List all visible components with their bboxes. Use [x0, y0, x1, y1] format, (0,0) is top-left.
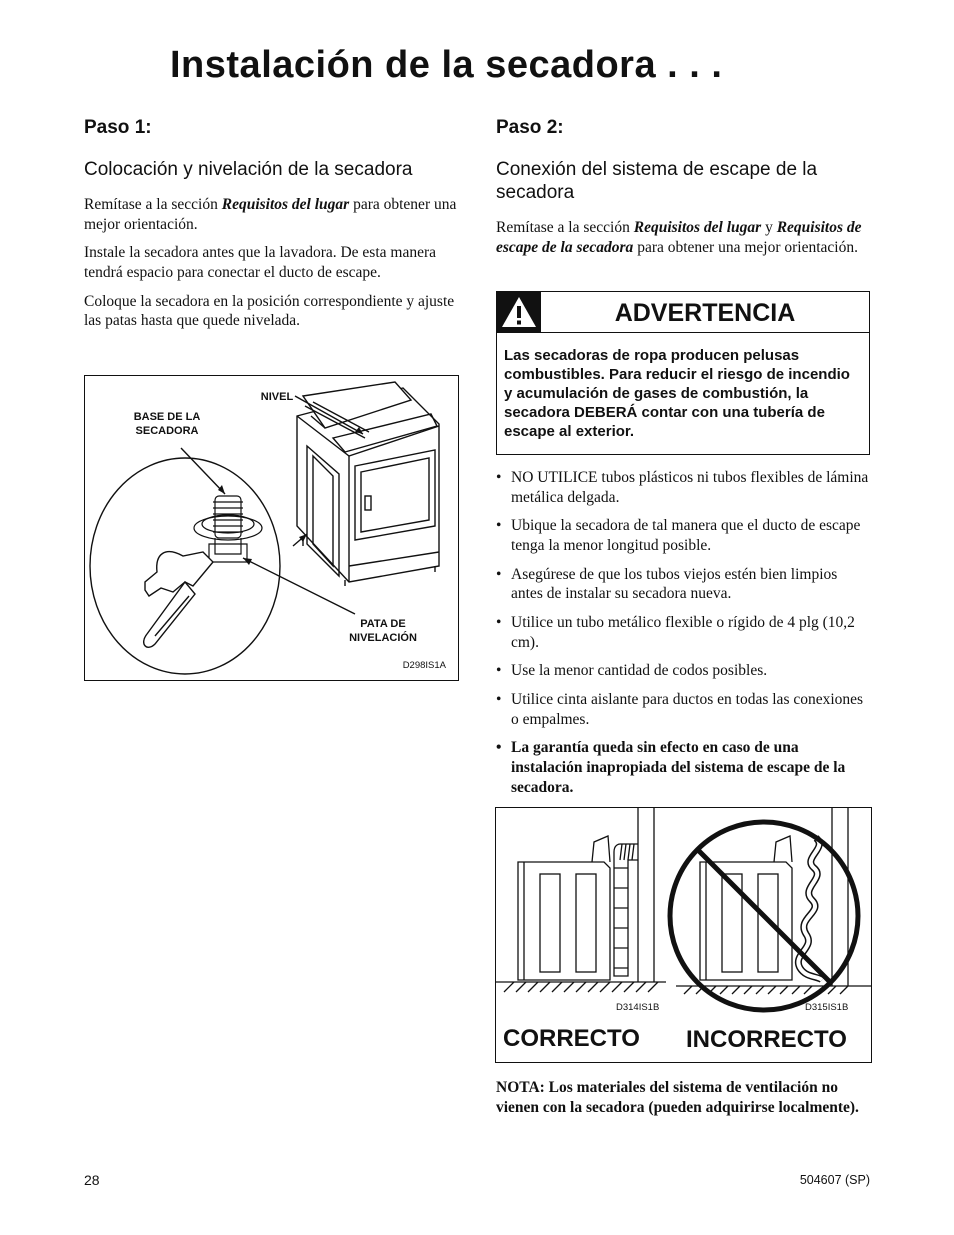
warranty-list-item: • La garantía queda sin efecto en caso de una instalación inapropiada del sistema de escape de la secadora. [496, 738, 872, 797]
right-column [496, 118, 871, 258]
warning-triangle-icon [497, 292, 541, 332]
incorrect-label: INCORRECTO [686, 1026, 847, 1053]
step-1-subheading: Colocación y nivelación de la secadora [84, 158, 413, 180]
leveling-figure [84, 375, 459, 681]
incorrect-figure-code: D315IS1B [805, 1002, 849, 1013]
figure-1-code: D298IS1A [402, 660, 446, 671]
materials-note: NOTA: Los materiales del sistema de ventilación no vienen con la secadora (pueden adquirirse localmente). [496, 1079, 859, 1116]
list-item: • NO UTILICE tubos plásticos ni tubos flexibles de lámina metálica delgada. [496, 468, 872, 507]
list-item: • Ubique la secadora de tal manera que el ducto de escape tenga la menor longitud posible. [496, 516, 872, 555]
warning-text: Las secadoras de ropa producen pelusas combustibles. Para reducir el riesgo de incendio y acumulación de gases de combustión, la secadora DEBERÁ contar con una tubería de escape al exterior. [504, 347, 850, 441]
step-1-reference-paragraph: Remítase a la sección Requisitos del lugar para obtener una mejor orientación. [84, 196, 457, 233]
leg-label: PATA DE NIVELACIÓN [349, 618, 417, 645]
base-label: BASE DE LA SECADORA [133, 411, 201, 438]
requisitos-del-lugar-emphasis: Requisitos del lugar [221, 196, 350, 214]
list-item: • Utilice cinta aislante para ductos en todas las conexiones o empalmes. [496, 690, 872, 729]
level-label: NIVEL [260, 391, 294, 403]
exhaust-illustration [496, 808, 871, 1062]
document-code: 504607 (SP) [799, 1173, 870, 1187]
list-item: • Use la menor cantidad de codos posibles. [496, 661, 872, 681]
page-number: 28 [84, 1172, 100, 1188]
warning-box [496, 291, 870, 455]
left-column [84, 118, 460, 331]
warning-header [497, 292, 869, 333]
exhaust-guidelines-list [496, 468, 872, 806]
page-title: Instalación de la secadora . . . [170, 44, 723, 86]
correct-figure-code: D314IS1B [616, 1002, 660, 1013]
step-1-heading: Paso 1: [84, 117, 152, 138]
step-2-reference-paragraph: Remítase a la sección Requisitos del lugar y Requisitos de escape de la secadora para obtener una mejor orientación. [496, 219, 862, 256]
warning-title: ADVERTENCIA [614, 299, 796, 327]
list-item: • Utilice un tubo metálico flexible o rígido de 4 plg (10,2 cm). [496, 613, 872, 652]
step-2-heading: Paso 2: [496, 117, 564, 138]
list-item: • Asegúrese de que los tubos viejos estén bien limpios antes de instalar su secadora nueva. [496, 565, 872, 604]
install-order-paragraph: Instale la secadora antes que la lavadora. De esta manera tendrá espacio para conectar el ducto de escape. [84, 244, 437, 282]
step-2-subheading: Conexión del sistema de escape de la secadora [496, 158, 818, 204]
correct-label: CORRECTO [503, 1025, 640, 1052]
exhaust-figure [495, 807, 872, 1063]
level-paragraph: Coloque la secadora en la posición correspondiente y ajuste las patas hasta que quede nivelada. [84, 292, 455, 330]
